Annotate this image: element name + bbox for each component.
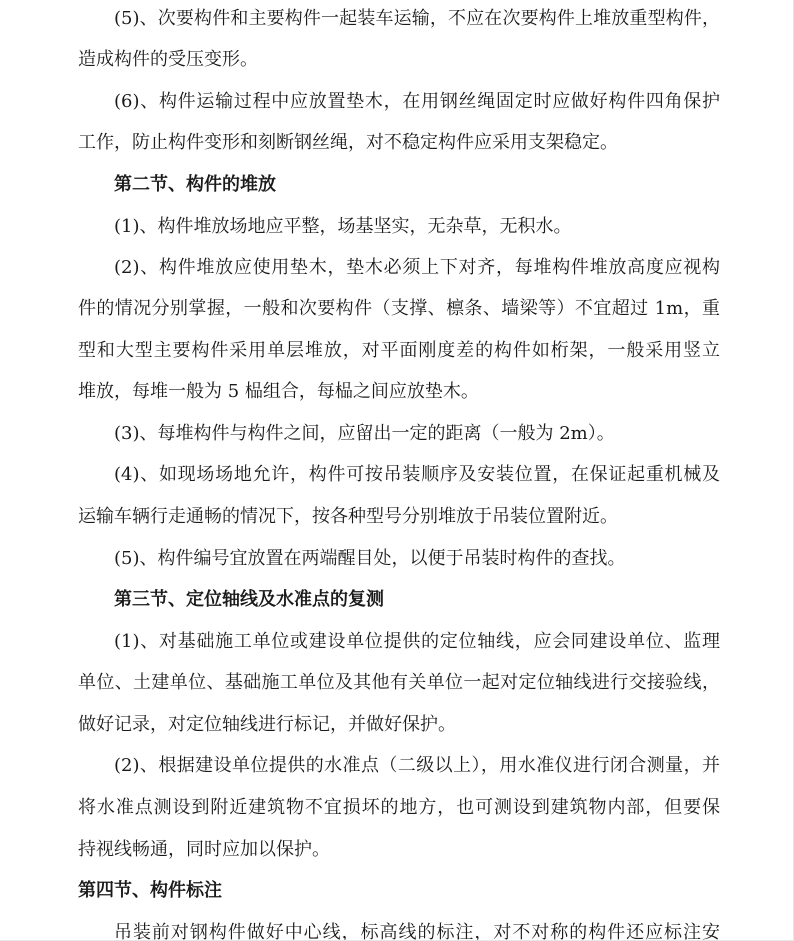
paragraph-line: (4)、如现场场地允许，构件可按吊装顺序及安装位置，在保证起重机械及 [114,464,720,485]
section-heading: 第四节、构件标注 [78,880,222,901]
section-heading: 第三节、定位轴线及水准点的复测 [114,589,384,610]
paragraph-line: (2)、构件堆放应使用垫木，垫木必须上下对齐，每堆构件堆放高度应视构 [114,257,720,278]
paragraph-line: 工作，防止构件变形和刻断钢丝绳，对不稳定构件应采用支架稳定。 [78,132,618,153]
paragraph-line: 持视线畅通，同时应加以保护。 [78,839,330,860]
paragraph-line: (6)、构件运输过程中应放置垫木，在用钢丝绳固定时应做好构件四角保护 [114,91,720,112]
paragraph-line: 将水准点测设到附近建筑物不宜损坏的地方，也可测设到建筑物内部，但要保 [78,797,720,818]
paragraph-line: 件的情况分别掌握，一般和次要构件（支撑、檩条、墙梁等）不宜超过 1m，重 [78,298,720,319]
section-heading: 第二节、构件的堆放 [114,174,276,195]
paragraph-line: 单位、土建单位、基础施工单位及其他有关单位一起对定位轴线进行交接验线， [78,672,720,693]
paragraph-line: 运输车辆行走通畅的情况下，按各种型号分别堆放于吊装位置附近。 [78,506,618,527]
paragraph-line: (5)、次要构件和主要构件一起装车运输，不应在次要构件上堆放重型构件， [114,8,720,29]
paragraph-line: 做好记录，对定位轴线进行标记，并做好保护。 [78,714,456,735]
paragraph-line: 造成构件的受压变形。 [78,49,258,70]
paragraph-line: (1)、构件堆放场地应平整，场基坚实，无杂草，无积水。 [114,216,572,237]
paragraph-line: (1)、对基础施工单位或建设单位提供的定位轴线，应会同建设单位、监理 [114,631,720,652]
paragraph-line: (3)、每堆构件与构件之间，应留出一定的距离（一般为 2m）。 [114,423,615,444]
paragraph-line: (2)、根据建设单位提供的水准点（二级以上），用水准仪进行闭合测量，并 [114,755,720,776]
paragraph-line: (5)、构件编号宜放置在两端醒目处，以便于吊装时构件的查找。 [114,548,626,569]
paragraph-line: 堆放，每堆一般为 5 榀组合，每榀之间应放垫木。 [78,381,479,402]
paragraph-line: 型和大型主要构件采用单层堆放，对平面刚度差的构件如桁架，一般采用竖立 [78,340,720,361]
paragraph-line: 吊装前对钢构件做好中心线，标高线的标注，对不对称的构件还应标注安 [114,922,720,941]
